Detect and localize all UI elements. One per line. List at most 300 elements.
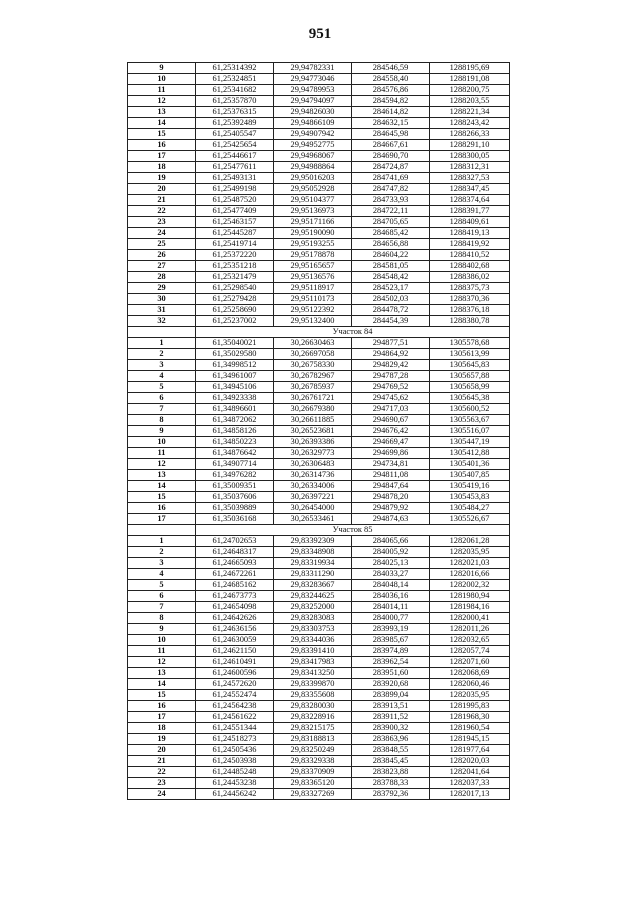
table-row xyxy=(128,349,510,360)
longitude-cell: 29,95136576 xyxy=(274,272,352,283)
y-coordinate-cell: 1288203,55 xyxy=(430,96,510,107)
x-coordinate-cell: 283911,52 xyxy=(352,712,430,723)
latitude-cell: 61,24561622 xyxy=(196,712,274,723)
longitude-cell: 30,26523681 xyxy=(274,426,352,437)
latitude-cell: 61,25237002 xyxy=(196,316,274,327)
point-number-cell: 24 xyxy=(128,228,196,239)
latitude-cell: 61,24456242 xyxy=(196,789,274,800)
point-number-cell: 26 xyxy=(128,250,196,261)
point-number-cell: 3 xyxy=(128,360,196,371)
longitude-cell: 30,26533461 xyxy=(274,514,352,525)
y-coordinate-cell: 1288402,68 xyxy=(430,261,510,272)
table-row xyxy=(128,723,510,734)
point-number-cell: 31 xyxy=(128,305,196,316)
latitude-cell: 61,34858126 xyxy=(196,426,274,437)
latitude-cell: 61,34876642 xyxy=(196,448,274,459)
x-coordinate-cell: 294878,20 xyxy=(352,492,430,503)
table-row xyxy=(128,404,510,415)
latitude-cell: 61,24654098 xyxy=(196,602,274,613)
table-row xyxy=(128,657,510,668)
table-row xyxy=(128,283,510,294)
point-number-cell: 4 xyxy=(128,569,196,580)
table-row xyxy=(128,129,510,140)
latitude-cell: 61,34896601 xyxy=(196,404,274,415)
point-number-cell: 14 xyxy=(128,118,196,129)
x-coordinate-cell: 284523,17 xyxy=(352,283,430,294)
latitude-cell: 61,35009351 xyxy=(196,481,274,492)
point-number-cell: 18 xyxy=(128,162,196,173)
x-coordinate-cell: 294879,92 xyxy=(352,503,430,514)
y-coordinate-cell: 1281977,64 xyxy=(430,745,510,756)
x-coordinate-cell: 283899,04 xyxy=(352,690,430,701)
point-number-cell: 7 xyxy=(128,404,196,415)
latitude-cell: 61,24665093 xyxy=(196,558,274,569)
point-number-cell: 23 xyxy=(128,217,196,228)
point-number-cell: 2 xyxy=(128,547,196,558)
point-number-cell: 15 xyxy=(128,129,196,140)
table-row xyxy=(128,624,510,635)
y-coordinate-cell: 1282016,66 xyxy=(430,569,510,580)
latitude-cell: 61,25351218 xyxy=(196,261,274,272)
longitude-cell: 29,83188813 xyxy=(274,734,352,745)
y-coordinate-cell: 1288419,92 xyxy=(430,239,510,250)
x-coordinate-cell: 294669,47 xyxy=(352,437,430,448)
longitude-cell: 29,95132400 xyxy=(274,316,352,327)
table-row xyxy=(128,690,510,701)
y-coordinate-cell: 1305563,67 xyxy=(430,415,510,426)
longitude-cell: 29,83413250 xyxy=(274,668,352,679)
table-row xyxy=(128,294,510,305)
table-row xyxy=(128,668,510,679)
x-coordinate-cell: 284502,03 xyxy=(352,294,430,305)
y-coordinate-cell: 1288410,52 xyxy=(430,250,510,261)
x-coordinate-cell: 283823,88 xyxy=(352,767,430,778)
point-number-cell: 5 xyxy=(128,580,196,591)
longitude-cell: 29,94794097 xyxy=(274,96,352,107)
table-row xyxy=(128,393,510,404)
latitude-cell: 61,34998512 xyxy=(196,360,274,371)
longitude-cell: 29,95190090 xyxy=(274,228,352,239)
latitude-cell: 61,25298540 xyxy=(196,283,274,294)
section-title: Участок 84 xyxy=(196,327,510,338)
longitude-cell: 29,94782331 xyxy=(274,63,352,74)
latitude-cell: 61,25463157 xyxy=(196,217,274,228)
x-coordinate-cell: 284594,82 xyxy=(352,96,430,107)
x-coordinate-cell: 294787,28 xyxy=(352,371,430,382)
longitude-cell: 29,94789953 xyxy=(274,85,352,96)
latitude-cell: 61,25376315 xyxy=(196,107,274,118)
x-coordinate-cell: 284065,66 xyxy=(352,536,430,547)
y-coordinate-cell: 1282000,41 xyxy=(430,613,510,624)
latitude-cell: 61,25445287 xyxy=(196,228,274,239)
latitude-cell: 61,24642626 xyxy=(196,613,274,624)
x-coordinate-cell: 284656,88 xyxy=(352,239,430,250)
longitude-cell: 29,83348908 xyxy=(274,547,352,558)
table-row xyxy=(128,580,510,591)
point-number-cell: 1 xyxy=(128,338,196,349)
x-coordinate-cell: 283788,33 xyxy=(352,778,430,789)
point-number-cell: 27 xyxy=(128,261,196,272)
longitude-cell: 29,95052928 xyxy=(274,184,352,195)
x-coordinate-cell: 284546,59 xyxy=(352,63,430,74)
table-row xyxy=(128,206,510,217)
point-number-cell: 10 xyxy=(128,437,196,448)
x-coordinate-cell: 284722,11 xyxy=(352,206,430,217)
latitude-cell: 61,34961007 xyxy=(196,371,274,382)
x-coordinate-cell: 294877,51 xyxy=(352,338,430,349)
coordinates-table-body xyxy=(128,63,510,800)
y-coordinate-cell: 1288380,78 xyxy=(430,316,510,327)
table-row xyxy=(128,63,510,74)
table-row xyxy=(128,85,510,96)
table-row xyxy=(128,448,510,459)
latitude-cell: 61,34923338 xyxy=(196,393,274,404)
table-row xyxy=(128,272,510,283)
point-number-cell: 6 xyxy=(128,393,196,404)
y-coordinate-cell: 1282032,65 xyxy=(430,635,510,646)
y-coordinate-cell: 1305658,99 xyxy=(430,382,510,393)
table-row xyxy=(128,96,510,107)
y-coordinate-cell: 1288191,08 xyxy=(430,74,510,85)
table-row xyxy=(128,184,510,195)
table-row xyxy=(128,745,510,756)
y-coordinate-cell: 1288376,18 xyxy=(430,305,510,316)
latitude-cell: 61,25446617 xyxy=(196,151,274,162)
longitude-cell: 29,94952775 xyxy=(274,140,352,151)
latitude-cell: 61,35029580 xyxy=(196,349,274,360)
point-number-cell: 8 xyxy=(128,613,196,624)
point-number-cell: 4 xyxy=(128,371,196,382)
section-header-row xyxy=(128,327,510,338)
longitude-cell: 29,83329338 xyxy=(274,756,352,767)
point-number-cell: 12 xyxy=(128,657,196,668)
point-number-cell: 9 xyxy=(128,624,196,635)
x-coordinate-cell: 284705,65 xyxy=(352,217,430,228)
y-coordinate-cell: 1305516,07 xyxy=(430,426,510,437)
point-number-cell: 19 xyxy=(128,173,196,184)
x-coordinate-cell: 283848,55 xyxy=(352,745,430,756)
point-number-cell: 2 xyxy=(128,349,196,360)
x-coordinate-cell: 283951,60 xyxy=(352,668,430,679)
point-number-cell: 5 xyxy=(128,382,196,393)
y-coordinate-cell: 1288243,42 xyxy=(430,118,510,129)
x-coordinate-cell: 294769,52 xyxy=(352,382,430,393)
longitude-cell: 30,26393386 xyxy=(274,437,352,448)
table-row xyxy=(128,250,510,261)
table-row xyxy=(128,173,510,184)
x-coordinate-cell: 284548,42 xyxy=(352,272,430,283)
longitude-cell: 29,95110173 xyxy=(274,294,352,305)
longitude-cell: 29,94866109 xyxy=(274,118,352,129)
latitude-cell: 61,25405547 xyxy=(196,129,274,140)
table-row xyxy=(128,217,510,228)
y-coordinate-cell: 1288419,13 xyxy=(430,228,510,239)
y-coordinate-cell: 1305613,99 xyxy=(430,349,510,360)
table-row xyxy=(128,470,510,481)
table-row xyxy=(128,316,510,327)
y-coordinate-cell: 1288221,34 xyxy=(430,107,510,118)
y-coordinate-cell: 1281980,94 xyxy=(430,591,510,602)
longitude-cell: 30,26611885 xyxy=(274,415,352,426)
y-coordinate-cell: 1305447,19 xyxy=(430,437,510,448)
latitude-cell: 61,25321479 xyxy=(196,272,274,283)
y-coordinate-cell: 1305657,88 xyxy=(430,371,510,382)
x-coordinate-cell: 283920,68 xyxy=(352,679,430,690)
point-number-cell: 13 xyxy=(128,107,196,118)
y-coordinate-cell: 1305407,85 xyxy=(430,470,510,481)
latitude-cell: 61,25279428 xyxy=(196,294,274,305)
y-coordinate-cell: 1305484,27 xyxy=(430,503,510,514)
y-coordinate-cell: 1288312,31 xyxy=(430,162,510,173)
table-row xyxy=(128,646,510,657)
x-coordinate-cell: 294699,86 xyxy=(352,448,430,459)
longitude-cell: 29,95104377 xyxy=(274,195,352,206)
y-coordinate-cell: 1282035,95 xyxy=(430,547,510,558)
point-number-cell: 22 xyxy=(128,767,196,778)
table-row xyxy=(128,569,510,580)
point-number-cell: 10 xyxy=(128,635,196,646)
coordinates-table xyxy=(127,62,510,800)
x-coordinate-cell: 284733,93 xyxy=(352,195,430,206)
longitude-cell: 30,26630463 xyxy=(274,338,352,349)
y-coordinate-cell: 1281945,15 xyxy=(430,734,510,745)
y-coordinate-cell: 1288300,05 xyxy=(430,151,510,162)
x-coordinate-cell: 284558,40 xyxy=(352,74,430,85)
table-row xyxy=(128,228,510,239)
longitude-cell: 30,26306483 xyxy=(274,459,352,470)
latitude-cell: 61,34872062 xyxy=(196,415,274,426)
y-coordinate-cell: 1282060,46 xyxy=(430,679,510,690)
point-number-cell: 16 xyxy=(128,701,196,712)
y-coordinate-cell: 1288370,36 xyxy=(430,294,510,305)
y-coordinate-cell: 1288375,73 xyxy=(430,283,510,294)
latitude-cell: 61,25493131 xyxy=(196,173,274,184)
longitude-cell: 29,95165657 xyxy=(274,261,352,272)
y-coordinate-cell: 1305412,88 xyxy=(430,448,510,459)
table-row xyxy=(128,635,510,646)
table-row xyxy=(128,789,510,800)
latitude-cell: 61,34976282 xyxy=(196,470,274,481)
x-coordinate-cell: 284632,15 xyxy=(352,118,430,129)
table-row xyxy=(128,756,510,767)
longitude-cell: 29,83399870 xyxy=(274,679,352,690)
table-row xyxy=(128,492,510,503)
x-coordinate-cell: 284685,42 xyxy=(352,228,430,239)
point-number-cell: 22 xyxy=(128,206,196,217)
y-coordinate-cell: 1281984,16 xyxy=(430,602,510,613)
table-row xyxy=(128,239,510,250)
y-coordinate-cell: 1288386,02 xyxy=(430,272,510,283)
point-number-cell: 17 xyxy=(128,712,196,723)
y-coordinate-cell: 1288327,53 xyxy=(430,173,510,184)
latitude-cell: 61,25341682 xyxy=(196,85,274,96)
x-coordinate-cell: 294690,67 xyxy=(352,415,430,426)
table-row xyxy=(128,591,510,602)
latitude-cell: 61,35039889 xyxy=(196,503,274,514)
table-row xyxy=(128,151,510,162)
latitude-cell: 61,25392489 xyxy=(196,118,274,129)
longitude-cell: 29,83319934 xyxy=(274,558,352,569)
latitude-cell: 61,25372220 xyxy=(196,250,274,261)
x-coordinate-cell: 284025,13 xyxy=(352,558,430,569)
table-row xyxy=(128,162,510,173)
point-number-cell: 21 xyxy=(128,195,196,206)
point-number-cell: 20 xyxy=(128,184,196,195)
table-row xyxy=(128,140,510,151)
y-coordinate-cell: 1288200,75 xyxy=(430,85,510,96)
table-row xyxy=(128,679,510,690)
y-coordinate-cell: 1282061,28 xyxy=(430,536,510,547)
x-coordinate-cell: 283845,45 xyxy=(352,756,430,767)
longitude-cell: 30,26329773 xyxy=(274,448,352,459)
x-coordinate-cell: 284048,14 xyxy=(352,580,430,591)
y-coordinate-cell: 1282057,74 xyxy=(430,646,510,657)
x-coordinate-cell: 284576,86 xyxy=(352,85,430,96)
table-row xyxy=(128,734,510,745)
longitude-cell: 30,26697058 xyxy=(274,349,352,360)
point-number-cell: 6 xyxy=(128,591,196,602)
longitude-cell: 29,83280030 xyxy=(274,701,352,712)
point-number-cell: 17 xyxy=(128,151,196,162)
longitude-cell: 29,95118917 xyxy=(274,283,352,294)
longitude-cell: 29,83311290 xyxy=(274,569,352,580)
table-row xyxy=(128,360,510,371)
table-row xyxy=(128,459,510,470)
y-coordinate-cell: 1288409,61 xyxy=(430,217,510,228)
latitude-cell: 61,24621150 xyxy=(196,646,274,657)
point-number-cell: 8 xyxy=(128,415,196,426)
latitude-cell: 61,35040021 xyxy=(196,338,274,349)
latitude-cell: 61,24552474 xyxy=(196,690,274,701)
y-coordinate-cell: 1282021,03 xyxy=(430,558,510,569)
y-coordinate-cell: 1288391,77 xyxy=(430,206,510,217)
x-coordinate-cell: 283863,96 xyxy=(352,734,430,745)
longitude-cell: 29,94988864 xyxy=(274,162,352,173)
y-coordinate-cell: 1281995,83 xyxy=(430,701,510,712)
point-number-cell: 14 xyxy=(128,679,196,690)
y-coordinate-cell: 1282068,69 xyxy=(430,668,510,679)
point-number-cell: 7 xyxy=(128,602,196,613)
longitude-cell: 30,26397221 xyxy=(274,492,352,503)
x-coordinate-cell: 294745,62 xyxy=(352,393,430,404)
longitude-cell: 29,94826030 xyxy=(274,107,352,118)
x-coordinate-cell: 284454,39 xyxy=(352,316,430,327)
x-coordinate-cell: 283974,89 xyxy=(352,646,430,657)
point-number-cell: 15 xyxy=(128,690,196,701)
y-coordinate-cell: 1282017,13 xyxy=(430,789,510,800)
longitude-cell: 29,83391410 xyxy=(274,646,352,657)
y-coordinate-cell: 1281968,30 xyxy=(430,712,510,723)
table-row xyxy=(128,701,510,712)
table-row xyxy=(128,195,510,206)
x-coordinate-cell: 284614,82 xyxy=(352,107,430,118)
point-number-cell: 25 xyxy=(128,239,196,250)
longitude-cell: 29,83355608 xyxy=(274,690,352,701)
table-row xyxy=(128,338,510,349)
section-title: Участок 85 xyxy=(196,525,510,536)
point-number-cell: 13 xyxy=(128,668,196,679)
longitude-cell: 29,83392309 xyxy=(274,536,352,547)
latitude-cell: 61,34850223 xyxy=(196,437,274,448)
longitude-cell: 29,83370909 xyxy=(274,767,352,778)
table-row xyxy=(128,382,510,393)
longitude-cell: 29,95193255 xyxy=(274,239,352,250)
point-number-cell: 17 xyxy=(128,514,196,525)
table-row xyxy=(128,261,510,272)
table-row xyxy=(128,536,510,547)
point-number-cell: 11 xyxy=(128,448,196,459)
y-coordinate-cell: 1305645,83 xyxy=(430,360,510,371)
latitude-cell: 61,25425654 xyxy=(196,140,274,151)
x-coordinate-cell: 294829,42 xyxy=(352,360,430,371)
latitude-cell: 61,25487520 xyxy=(196,195,274,206)
longitude-cell: 30,26761721 xyxy=(274,393,352,404)
point-number-cell: 28 xyxy=(128,272,196,283)
latitude-cell: 61,24630059 xyxy=(196,635,274,646)
point-number-cell: 11 xyxy=(128,646,196,657)
x-coordinate-cell: 284741,69 xyxy=(352,173,430,184)
table-row xyxy=(128,74,510,85)
table-row xyxy=(128,767,510,778)
point-number-cell: 12 xyxy=(128,459,196,470)
latitude-cell: 61,24636156 xyxy=(196,624,274,635)
point-number-cell: 3 xyxy=(128,558,196,569)
y-coordinate-cell: 1305645,38 xyxy=(430,393,510,404)
point-number-cell: 10 xyxy=(128,74,196,85)
longitude-cell: 30,26679380 xyxy=(274,404,352,415)
point-number-cell: 16 xyxy=(128,503,196,514)
x-coordinate-cell: 283993,19 xyxy=(352,624,430,635)
y-coordinate-cell: 1282035,95 xyxy=(430,690,510,701)
longitude-cell: 29,83250249 xyxy=(274,745,352,756)
y-coordinate-cell: 1288291,10 xyxy=(430,140,510,151)
x-coordinate-cell: 284690,70 xyxy=(352,151,430,162)
table-row xyxy=(128,558,510,569)
x-coordinate-cell: 283985,67 xyxy=(352,635,430,646)
y-coordinate-cell: 1282011,26 xyxy=(430,624,510,635)
table-row xyxy=(128,305,510,316)
latitude-cell: 61,24505436 xyxy=(196,745,274,756)
latitude-cell: 61,24600596 xyxy=(196,668,274,679)
latitude-cell: 61,25419714 xyxy=(196,239,274,250)
y-coordinate-cell: 1305600,52 xyxy=(430,404,510,415)
longitude-cell: 29,83215175 xyxy=(274,723,352,734)
point-number-cell: 20 xyxy=(128,745,196,756)
latitude-cell: 61,24485248 xyxy=(196,767,274,778)
longitude-cell: 29,94907942 xyxy=(274,129,352,140)
longitude-cell: 30,26758330 xyxy=(274,360,352,371)
x-coordinate-cell: 284033,27 xyxy=(352,569,430,580)
page-number: 951 xyxy=(308,26,332,42)
point-number-cell: 21 xyxy=(128,756,196,767)
longitude-cell: 29,95122392 xyxy=(274,305,352,316)
table-row xyxy=(128,371,510,382)
longitude-cell: 30,26454000 xyxy=(274,503,352,514)
x-coordinate-cell: 294717,03 xyxy=(352,404,430,415)
x-coordinate-cell: 283792,36 xyxy=(352,789,430,800)
x-coordinate-cell: 284036,16 xyxy=(352,591,430,602)
x-coordinate-cell: 284014,11 xyxy=(352,602,430,613)
y-coordinate-cell: 1305401,36 xyxy=(430,459,510,470)
latitude-cell: 61,25499198 xyxy=(196,184,274,195)
latitude-cell: 61,24518273 xyxy=(196,734,274,745)
table-row xyxy=(128,415,510,426)
coordinates-table-wrapper xyxy=(127,62,509,800)
y-coordinate-cell: 1282002,32 xyxy=(430,580,510,591)
latitude-cell: 61,35037606 xyxy=(196,492,274,503)
x-coordinate-cell: 284604,22 xyxy=(352,250,430,261)
y-coordinate-cell: 1305419,16 xyxy=(430,481,510,492)
